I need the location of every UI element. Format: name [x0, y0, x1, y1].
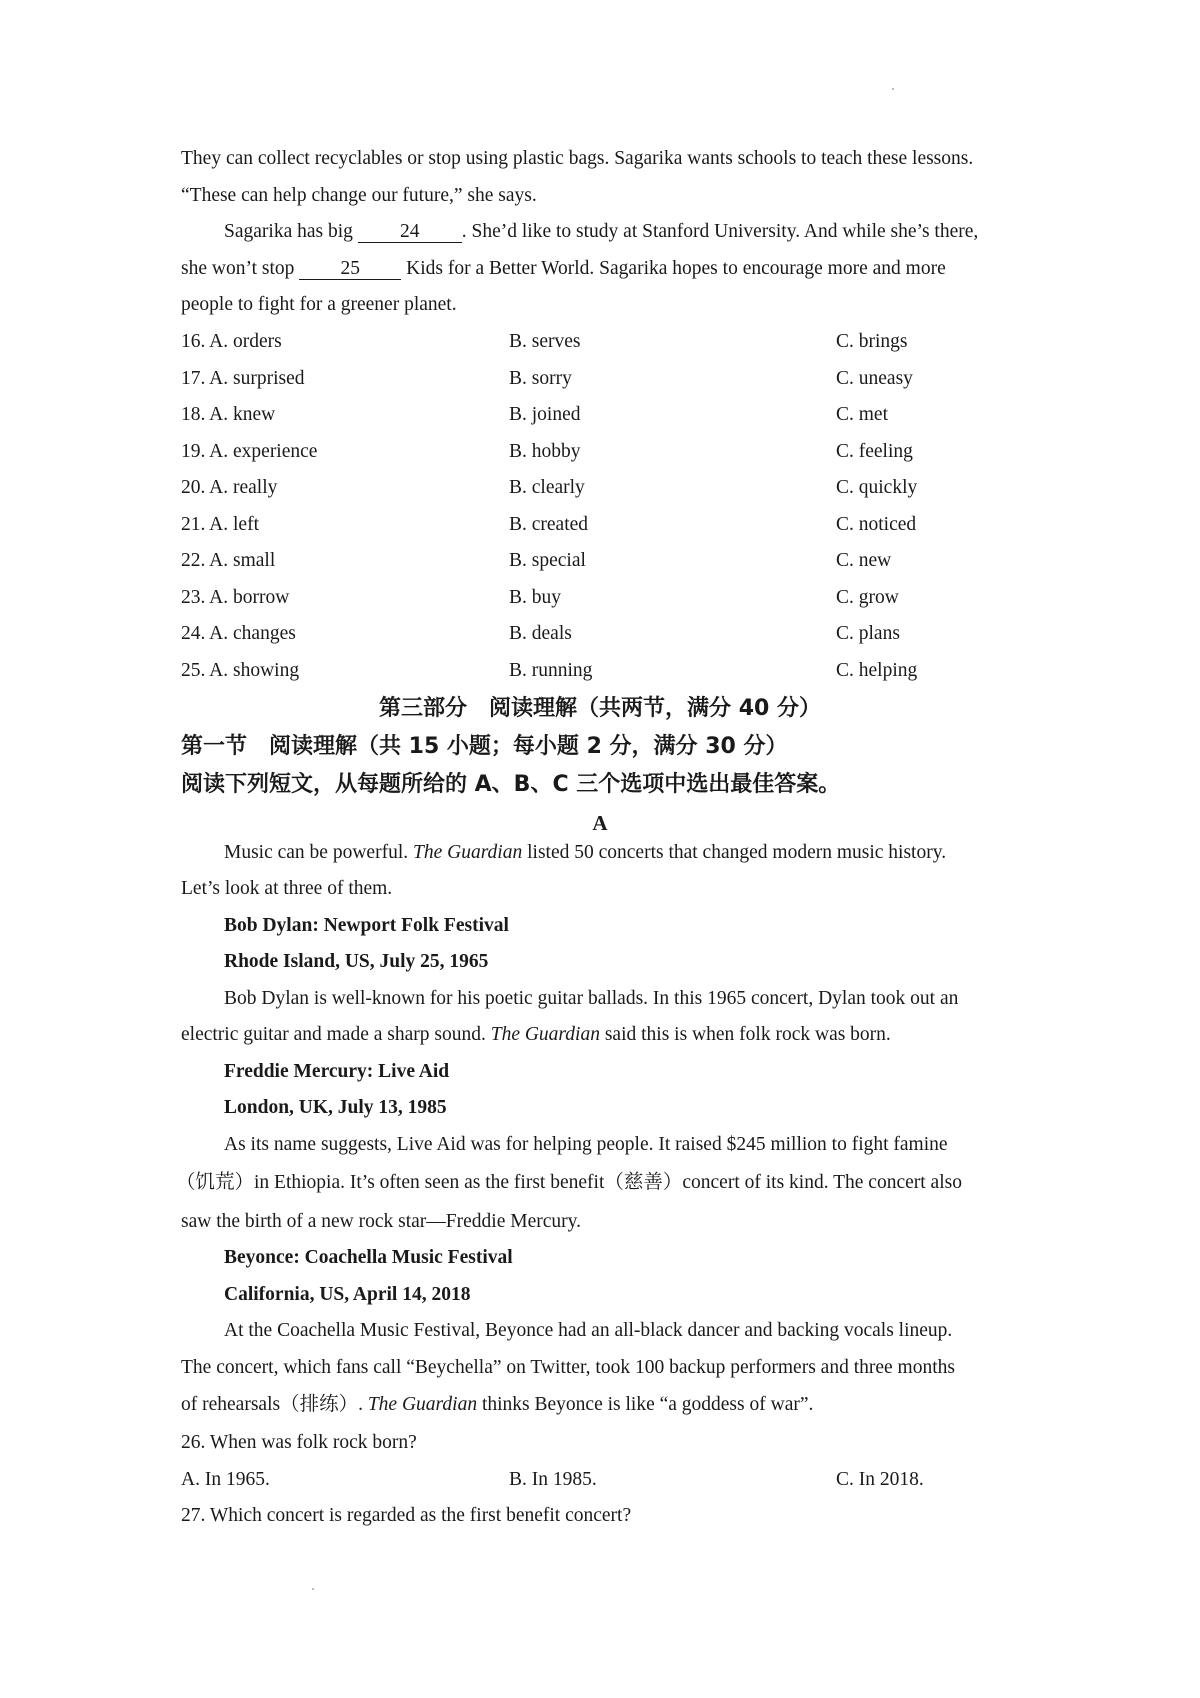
blank-24: 24 [358, 222, 462, 243]
option-row-17 [181, 367, 1081, 391]
option-b: B. clearly [509, 477, 585, 498]
text: Kids for a Better World. Sagarika hopes to encourage more and more [401, 258, 946, 279]
option-b: B. In 1985. [509, 1469, 597, 1490]
concert-title: Beyonce: Coachella Music Festival [224, 1247, 513, 1268]
concert-title: Bob Dylan: Newport Folk Festival [224, 915, 509, 936]
concert-place: California, US, April 14, 2018 [224, 1284, 471, 1305]
option-c: C. uneasy [836, 368, 913, 389]
option-a: 17. A. surprised [181, 368, 305, 389]
option-b: B. hobby [509, 441, 581, 462]
concert-place: London, UK, July 13, 1985 [224, 1097, 447, 1118]
option-row-24 [181, 622, 1081, 646]
option-b: B. joined [509, 404, 581, 425]
scan-dot [312, 1588, 314, 1590]
passage-line [181, 1393, 1031, 1417]
text: listed 50 concerts that changed modern music history. [522, 842, 947, 863]
publication-name: The Guardian [367, 1394, 478, 1415]
publication-name: The Guardian [490, 1024, 600, 1045]
passage-line: Let’s look at three of them. [181, 878, 393, 899]
option-c: C. helping [836, 660, 918, 681]
option-a: A. In 1965. [181, 1469, 270, 1490]
passage-line: As its name suggests, Live Aid was for helping people. It raised $245 million to fight famine [224, 1134, 948, 1155]
option-row-20 [181, 476, 1081, 500]
text: electric guitar and made a sharp sound. [181, 1024, 491, 1045]
section-subtitle: 第一节 阅读理解（共 15 小题；每小题 2 分，满分 30 分） [181, 734, 788, 759]
option-b: B. buy [509, 587, 562, 608]
option-a: 23. A. borrow [181, 587, 290, 608]
question-27: 27. Which concert is regarded as the first benefit concert? [181, 1505, 632, 1526]
option-row-22 [181, 549, 1081, 573]
option-a: 19. A. experience [181, 441, 318, 462]
option-c: C. plans [836, 623, 900, 644]
text: Sagarika has big [224, 221, 358, 242]
option-b: B. deals [509, 623, 572, 644]
passage-line: people to fight for a greener planet. [181, 294, 457, 315]
concert-place: Rhode Island, US, July 25, 1965 [224, 951, 489, 972]
text: of rehearsals（排练）. [181, 1394, 368, 1415]
option-a: 16. A. orders [181, 331, 282, 352]
option-row-23 [181, 586, 1081, 610]
passage-line [224, 220, 1074, 244]
concert-title: Freddie Mercury: Live Aid [224, 1061, 450, 1082]
option-a: 20. A. really [181, 477, 278, 498]
passage-letter: A [592, 811, 608, 835]
text: said this is when folk rock was born. [599, 1024, 891, 1045]
passage-line: saw the birth of a new rock star—Freddie Mercury. [181, 1211, 581, 1232]
option-a: 24. A. changes [181, 623, 296, 644]
option-c: C. noticed [836, 514, 917, 535]
passage-line: Bob Dylan is well-known for his poetic guitar ballads. In this 1965 concert, Dylan took out an [224, 988, 959, 1009]
passage-line [181, 1023, 1031, 1047]
option-c: C. In 2018. [836, 1469, 924, 1490]
passage-line: At the Coachella Music Festival, Beyonce had an all-black dancer and backing vocals lineup. [224, 1320, 953, 1341]
question-26-options [181, 1468, 1081, 1492]
option-row-19 [181, 440, 1081, 464]
option-a: 25. A. showing [181, 660, 300, 681]
scan-dot [892, 88, 894, 90]
option-b: B. created [509, 514, 589, 535]
passage-line: “These can help change our future,” she says. [181, 185, 537, 206]
option-row-16 [181, 330, 1081, 354]
option-c: C. grow [836, 587, 899, 608]
question-26: 26. When was folk rock born? [181, 1432, 417, 1453]
option-c: C. feeling [836, 441, 913, 462]
option-c: C. met [836, 404, 888, 425]
option-a: 18. A. knew [181, 404, 276, 425]
option-b: B. special [509, 550, 586, 571]
passage-line [181, 257, 1031, 281]
option-row-25 [181, 659, 1081, 683]
text: she won’t stop [181, 258, 300, 279]
part-title: 第三部分 阅读理解（共两节，满分 40 分） [379, 696, 821, 721]
option-c: C. new [836, 550, 892, 571]
option-c: C. brings [836, 331, 908, 352]
passage-line: The concert, which fans call “Beychella” on Twitter, took 100 backup performers and three months [181, 1357, 955, 1378]
option-c: C. quickly [836, 477, 918, 498]
passage-line: They can collect recyclables or stop using plastic bags. Sagarika wants schools to teach these lessons. [181, 148, 974, 169]
passage-line: （饥荒）in Ethiopia. It’s often seen as the first benefit（慈善）concert of its kind. The concert also [176, 1172, 962, 1193]
option-b: B. serves [509, 331, 581, 352]
text: thinks Beyonce is like “a goddess of war”. [477, 1394, 814, 1415]
option-row-18 [181, 403, 1081, 427]
option-b: B. running [509, 660, 593, 681]
publication-name: The Guardian [412, 842, 523, 863]
text: . She’d like to study at Stanford University. And while she’s there, [461, 221, 979, 242]
option-row-21 [181, 513, 1081, 537]
option-b: B. sorry [509, 368, 572, 389]
option-a: 22. A. small [181, 550, 276, 571]
blank-25: 25 [299, 259, 401, 280]
passage-line [224, 841, 1074, 865]
text: Music can be powerful. [224, 842, 413, 863]
section-instruction: 阅读下列短文，从每题所给的 A、B、C 三个选项中选出最佳答案。 [181, 772, 841, 797]
option-a: 21. A. left [181, 514, 259, 535]
